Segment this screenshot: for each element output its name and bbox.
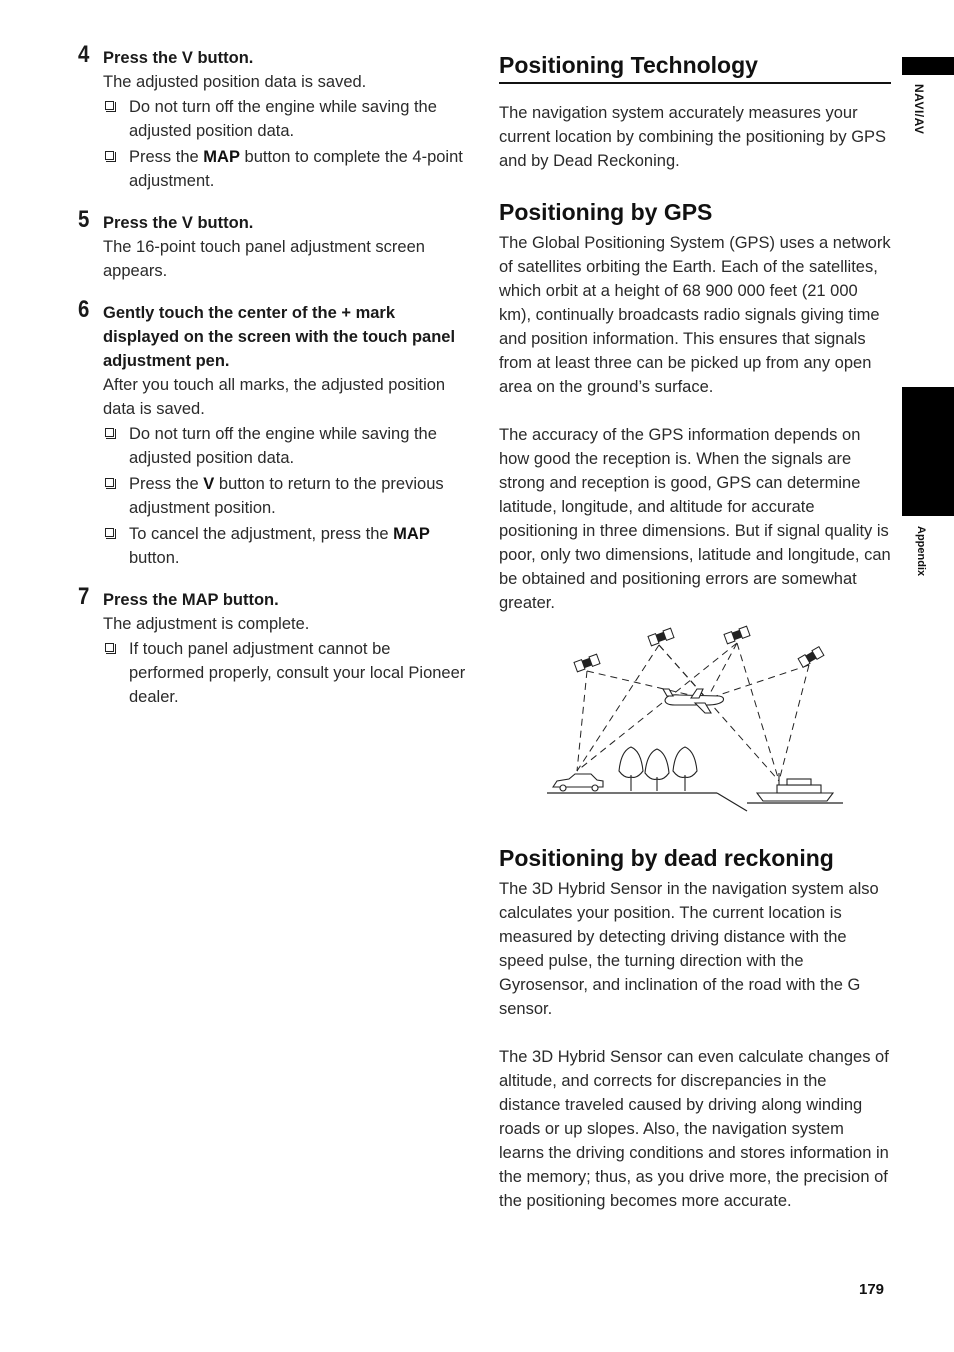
note-item	[103, 472, 470, 520]
checkbox-bullet-icon	[105, 643, 114, 652]
side-tab-navi	[902, 57, 954, 75]
step-4	[78, 41, 470, 193]
step-number: 7	[78, 583, 90, 610]
step-number: 4	[78, 41, 90, 68]
note-text: To cancel the adjustment, press the	[129, 525, 394, 543]
step-title: Press the V button.	[103, 214, 254, 232]
tech-paragraph: The navigation system accurately measures your current location by combining the positioning by GPS and by Dead Reckoning.	[499, 104, 887, 170]
note-item	[103, 637, 470, 709]
satellite-icon	[724, 626, 750, 644]
side-tab-navi-label: NAVI/AV	[912, 84, 926, 135]
step-description: The adjustment is complete.	[103, 615, 310, 633]
side-tab-appendix	[902, 387, 954, 516]
note-text: button to return to the previous adjustment position.	[129, 475, 444, 517]
note-text: If touch panel adjustment cannot be performed properly, consult your local Pioneer dealer.	[129, 640, 466, 706]
step-title: Gently touch the center of the + mark displayed on the screen with the touch panel adjustment pen.	[103, 304, 456, 370]
step-5	[78, 206, 470, 283]
heading-positioning-by-dead-reckoning: Positioning by dead reckoning	[499, 845, 834, 871]
step-description: After you touch all marks, the adjusted position data is saved.	[103, 376, 446, 418]
step-notes	[103, 422, 470, 570]
dr-paragraph-2: The 3D Hybrid Sensor can even calculate changes of altitude, and corrects for discrepancies in the distance traveled caused by driving along winding roads or up slopes. Also, the navigation system learns the driving conditions and stores information in the memory; thus, as you drive more, the precision of the positioning becomes more accurate.	[499, 1048, 889, 1210]
checkbox-bullet-icon	[105, 528, 114, 537]
right-column	[499, 46, 891, 1213]
step-notes	[103, 637, 470, 709]
step-notes	[103, 95, 470, 193]
tree-icon	[619, 747, 697, 791]
note-text: Do not turn off the engine while saving the adjusted position data.	[129, 98, 437, 140]
satellite-icon	[648, 628, 674, 646]
note-item	[103, 522, 470, 570]
heading-positioning-technology: Positioning Technology	[499, 48, 891, 84]
note-item	[103, 422, 470, 470]
key-label: V	[203, 475, 215, 493]
checkbox-bullet-icon	[105, 428, 114, 437]
heading-positioning-by-gps: Positioning by GPS	[499, 199, 713, 225]
note-text: Press the	[129, 148, 204, 166]
left-column	[78, 41, 470, 727]
satellite-icon	[798, 647, 824, 668]
step-7	[78, 583, 470, 709]
note-text: Do not turn off the engine while saving the adjusted position data.	[129, 425, 437, 467]
step-number: 5	[78, 206, 90, 233]
note-text: Press the	[129, 475, 204, 493]
gps-paragraph-2: The accuracy of the GPS information depends on how good the reception is. When the signals are strong and reception is good, GPS can determine latitude, longitude, and altitude for accurate positioning in three dimensions. But if signal quality is poor, only two dimensions, latitude and longitude, can be obtained and positioning errors are somewhat greater.	[499, 426, 891, 612]
checkbox-bullet-icon	[105, 478, 114, 487]
ship-icon	[757, 773, 833, 801]
key-label: MAP	[203, 148, 240, 166]
checkbox-bullet-icon	[105, 151, 114, 160]
gps-paragraph-1: The Global Positioning System (GPS) uses a network of satellites orbiting the Earth. Each of the satellites, which orbit at a height of 68 900 000 feet (21 000 km), continually broadcasts radio signals giving time and position information. This ensures that signals from at least three can be picked up from any open area on the ground’s surface.	[499, 234, 891, 396]
side-tab-appendix-label: Appendix	[915, 526, 927, 577]
step-description: The adjusted position data is saved.	[103, 73, 367, 91]
satellite-icon	[574, 654, 600, 672]
car-icon	[553, 774, 603, 791]
airplane-icon	[663, 689, 724, 713]
step-6	[78, 296, 470, 570]
step-description: The 16-point touch panel adjustment screen appears.	[103, 238, 425, 280]
note-item	[103, 145, 470, 193]
note-text: button to complete the 4-point adjustment.	[129, 148, 463, 190]
step-title: Press the V button.	[103, 49, 254, 67]
note-item	[103, 95, 470, 143]
key-label: MAP	[393, 525, 430, 543]
checkbox-bullet-icon	[105, 101, 114, 110]
step-title: Press the MAP button.	[103, 591, 279, 609]
step-number: 6	[78, 296, 90, 323]
page-number: 179	[859, 1281, 885, 1298]
note-text: button.	[129, 549, 180, 567]
gps-illustration	[547, 621, 843, 817]
dr-paragraph-1: The 3D Hybrid Sensor in the navigation system also calculates your position. The current location is measured by detecting driving distance with the speed pulse, the turning direction with the Gyrosensor, and inclination of the road with the G sensor.	[499, 880, 879, 1018]
